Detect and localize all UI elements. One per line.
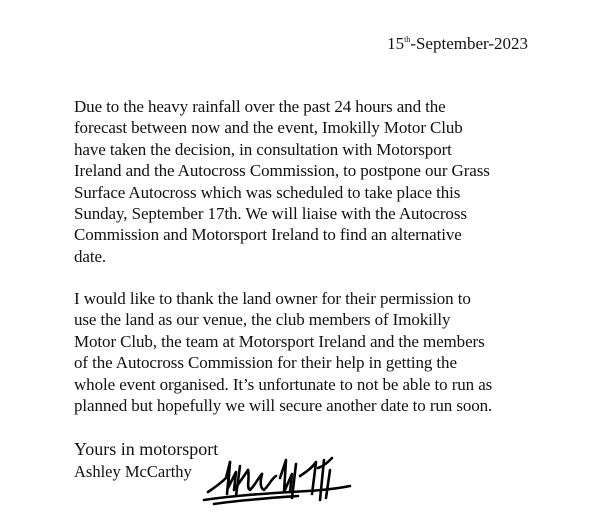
text-line: Motor Club, the team at Motorsport Ireland and the members	[74, 331, 485, 351]
text-line: Commission and Motorsport Ireland to find an alternative	[74, 225, 462, 245]
closing-line: Yours in motorsport	[74, 439, 219, 459]
text-line: date.	[74, 246, 107, 266]
text-line: I would like to thank the land owner for their permission to	[74, 289, 471, 308]
text-line: have taken the decision, in consultation with Motorsport	[74, 139, 452, 159]
text-line: Ireland and the Autocross Commission, to postpone our Grass	[74, 161, 490, 181]
text-line: of the Autocross Commission for their help in getting the	[74, 353, 457, 373]
date-suffix: th	[404, 35, 411, 44]
paragraph-postponement	[74, 96, 544, 267]
date-day: 15	[387, 34, 405, 53]
paragraph-thanks	[74, 288, 544, 416]
text-line: planned but hopefully we will secure another date to run soon.	[74, 396, 493, 416]
text-line: whole event organised. It’s unfortunate to not be able to run as	[74, 374, 493, 394]
signatory-name: Ashley McCarthy	[74, 462, 192, 481]
letter-date	[387, 34, 528, 54]
text-line: Surface Autocross which was scheduled to take place this	[74, 182, 461, 202]
text-line: use the land as our venue, the club members of Imokilly	[74, 310, 451, 330]
handwritten-signature	[200, 448, 360, 508]
text-line: Sunday, September 17th. We will liaise with the Autocross	[74, 204, 467, 224]
text-line: forecast between now and the event, Imokilly Motor Club	[74, 118, 463, 138]
date-rest: -September-2023	[410, 34, 528, 53]
text-line: Due to the heavy rainfall over the past 24 hours and the	[74, 97, 446, 116]
